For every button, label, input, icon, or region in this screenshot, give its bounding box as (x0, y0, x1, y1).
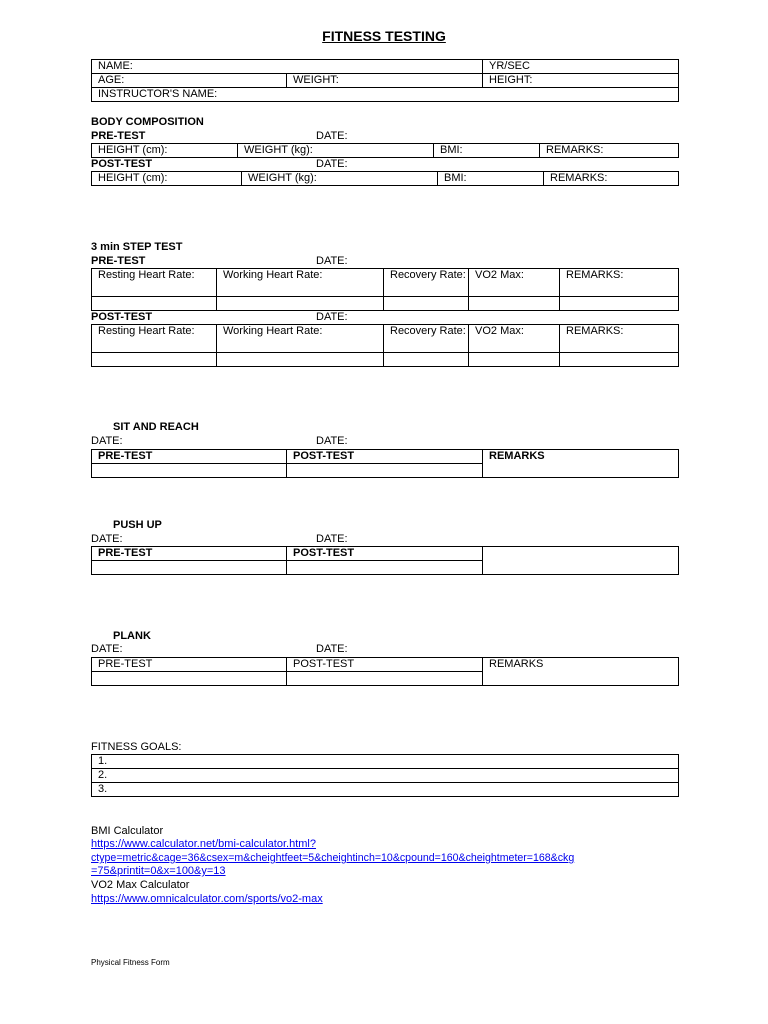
step-post-label: POST-TEST (91, 311, 153, 323)
post-weight-cell[interactable]: WEIGHT (kg): (242, 172, 438, 186)
body-composition-heading: BODY COMPOSITION (91, 116, 204, 128)
bmi-calculator-link-line-1[interactable]: https://www.calculator.net/bmi-calculator.html? (91, 838, 316, 850)
plank-date-right: DATE: (316, 643, 348, 655)
step-post-remarks-header: REMARKS: (560, 325, 679, 353)
plank-heading: PLANK (113, 630, 151, 642)
body-comp-pre-label: PRE-TEST (91, 130, 146, 142)
page-footer: Physical Fitness Form (91, 958, 170, 967)
page-title: FITNESS TESTING (322, 28, 446, 44)
step-post-recovery-header: Recovery Rate: (384, 325, 469, 353)
weight-field[interactable]: WEIGHT: (287, 74, 483, 88)
step-post-vo2-value[interactable] (469, 353, 560, 367)
sit-reach-table (91, 449, 679, 478)
step-post-resting-header: Resting Heart Rate: (92, 325, 217, 353)
vo2-calculator-label: VO2 Max Calculator (91, 879, 190, 891)
pre-height-cell[interactable]: HEIGHT (cm): (92, 144, 238, 158)
plank-date-left: DATE: (91, 643, 123, 655)
body-comp-post-date: DATE: (316, 158, 348, 170)
push-post-value[interactable] (287, 561, 483, 575)
name-field[interactable]: NAME: (92, 60, 483, 74)
height-field[interactable]: HEIGHT: (483, 74, 679, 88)
step-pre-remarks-header: REMARKS: (560, 269, 679, 297)
push-pre-header: PRE-TEST (92, 547, 287, 561)
sit-pre-header: PRE-TEST (92, 450, 287, 464)
bmi-calculator-link-line-2[interactable]: ctype=metric&cage=36&csex=m&cheightfeet=5&cheightinch=10&cpound=160&cheightmeter=168&ckg (91, 852, 575, 864)
step-pre-resting-value[interactable] (92, 297, 217, 311)
step-post-recovery-value[interactable] (384, 353, 469, 367)
goal-item-3[interactable]: 3. (92, 783, 679, 797)
step-post-working-header: Working Heart Rate: (217, 325, 384, 353)
pre-remarks-cell[interactable]: REMARKS: (540, 144, 679, 158)
plank-table (91, 657, 679, 686)
body-comp-pre-date: DATE: (316, 130, 348, 142)
push-post-header: POST-TEST (287, 547, 483, 561)
push-up-heading: PUSH UP (113, 519, 162, 531)
step-test-heading: 3 min STEP TEST (91, 241, 183, 253)
pre-bmi-cell[interactable]: BMI: (434, 144, 540, 158)
step-pre-resting-header: Resting Heart Rate: (92, 269, 217, 297)
step-post-working-value[interactable] (217, 353, 384, 367)
post-height-cell[interactable]: HEIGHT (cm): (92, 172, 242, 186)
step-post-vo2-header: VO2 Max: (469, 325, 560, 353)
step-pre-working-value[interactable] (217, 297, 384, 311)
push-up-date-left: DATE: (91, 533, 123, 545)
sit-pre-value[interactable] (92, 464, 287, 478)
plank-post-header: POST-TEST (287, 658, 483, 672)
push-up-table (91, 546, 679, 575)
step-pre-table (91, 268, 679, 311)
plank-pre-value[interactable] (92, 672, 287, 686)
age-field[interactable]: AGE: (92, 74, 287, 88)
push-up-date-right: DATE: (316, 533, 348, 545)
post-bmi-cell[interactable]: BMI: (438, 172, 544, 186)
fitness-goals-table (91, 754, 679, 797)
step-post-date: DATE: (316, 311, 348, 323)
vo2-calculator-link[interactable]: https://www.omnicalculator.com/sports/vo2-max (91, 893, 323, 905)
plank-pre-header: PRE-TEST (92, 658, 287, 672)
instructor-field[interactable]: INSTRUCTOR'S NAME: (92, 88, 679, 102)
step-post-table (91, 324, 679, 367)
step-pre-recovery-value[interactable] (384, 297, 469, 311)
sit-remarks-header[interactable]: REMARKS (483, 450, 679, 478)
step-pre-date: DATE: (316, 255, 348, 267)
step-pre-recovery-header: Recovery Rate: (384, 269, 469, 297)
push-pre-value[interactable] (92, 561, 287, 575)
body-comp-post-table (91, 171, 679, 186)
bmi-calculator-label: BMI Calculator (91, 825, 164, 837)
yrsec-field[interactable]: YR/SEC (483, 60, 679, 74)
body-comp-post-label: POST-TEST (91, 158, 153, 170)
fitness-goals-heading: FITNESS GOALS: (91, 741, 182, 753)
plank-post-value[interactable] (287, 672, 483, 686)
sit-reach-date-right: DATE: (316, 435, 348, 447)
post-remarks-cell[interactable]: REMARKS: (544, 172, 679, 186)
goal-item-2[interactable]: 2. (92, 769, 679, 783)
step-pre-label: PRE-TEST (91, 255, 146, 267)
sit-reach-heading: SIT AND REACH (113, 421, 199, 433)
push-remarks-cell[interactable] (483, 547, 679, 575)
bmi-calculator-link-line-3[interactable]: =75&printit=0&x=100&y=13 (91, 865, 226, 877)
step-pre-vo2-header: VO2 Max: (469, 269, 560, 297)
step-pre-remarks-value[interactable] (560, 297, 679, 311)
pre-weight-cell[interactable]: WEIGHT (kg): (238, 144, 434, 158)
goal-item-1[interactable]: 1. (92, 755, 679, 769)
body-comp-pre-table (91, 143, 679, 158)
sit-post-value[interactable] (287, 464, 483, 478)
step-pre-vo2-value[interactable] (469, 297, 560, 311)
plank-remarks-header[interactable]: REMARKS (483, 658, 679, 686)
step-post-remarks-value[interactable] (560, 353, 679, 367)
step-pre-working-header: Working Heart Rate: (217, 269, 384, 297)
sit-reach-date-left: DATE: (91, 435, 123, 447)
student-info-table (91, 59, 679, 102)
sit-post-header: POST-TEST (287, 450, 483, 464)
step-post-resting-value[interactable] (92, 353, 217, 367)
